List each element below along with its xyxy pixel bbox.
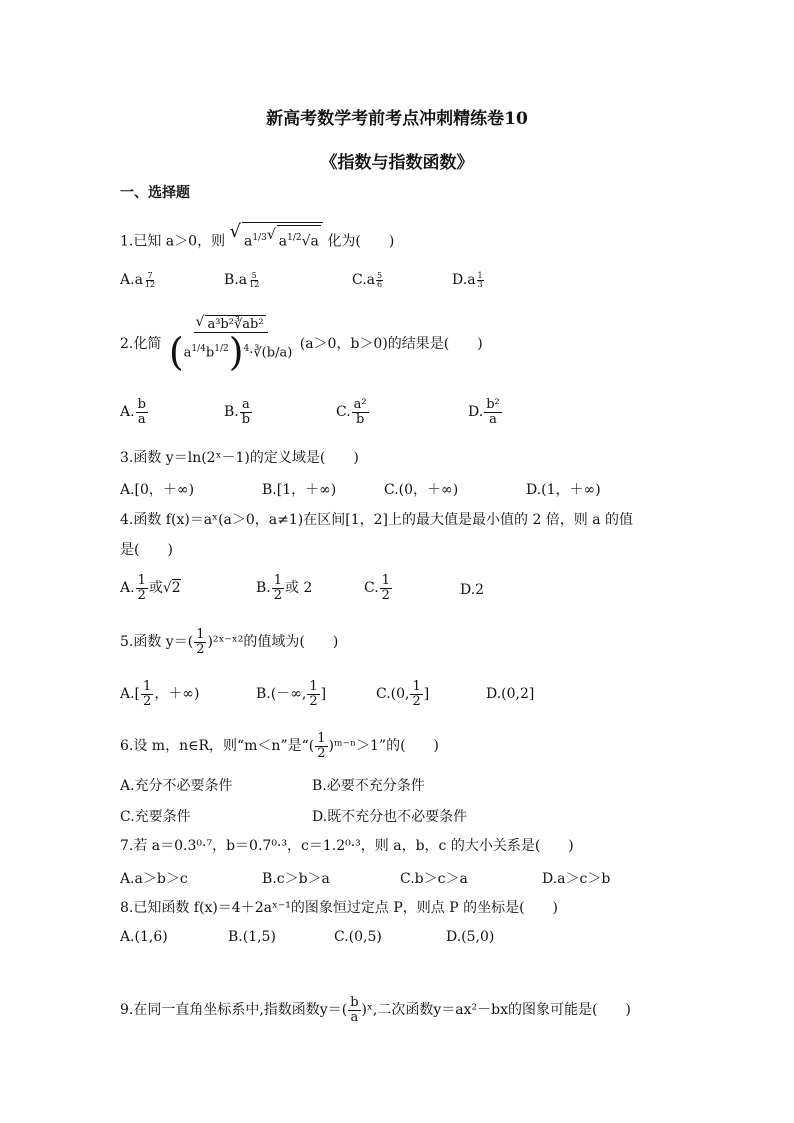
q5-option-d[interactable]: D.(0,2] xyxy=(486,686,535,702)
q2-expression: $\frac{\text{√ a³b²∛ab²}}{(a^{1/4}b^{1/2})^4\cdot∛(b/a)}$ xyxy=(168,314,293,374)
page-subtitle: 《指数与指数函数》 xyxy=(320,153,474,173)
question-5: 5.函数 y＝( $\frac{1}{2}$ )²ˣ⁻ˣ²的值域为( ) xyxy=(120,627,339,657)
q1-option-a[interactable]: A.a $\frac{7}{12}$ xyxy=(120,271,156,290)
q7-option-c[interactable]: C.b＞c＞a xyxy=(400,871,468,887)
q1-option-d[interactable]: D.a $\frac{1}{3}$ xyxy=(452,271,483,290)
q1-option-c[interactable]: C.a $\frac{5}{6}$ xyxy=(352,271,383,290)
q7-option-d[interactable]: D.a＞c＞b xyxy=(542,871,611,887)
question-4-line1: 4.函数 f(x)＝aˣ(a＞0，a≠1)在区间[1，2]上的最大值是最小值的 2 倍，则 a 的值 xyxy=(120,512,634,528)
q5-option-b[interactable]: B.(－∞, $\frac{1}{2}$ ] xyxy=(256,679,327,709)
question-1: 1.已知 a＞0，则 √ $a^{1/3}√$ $a^{1/2}√a$ 化为( ) xyxy=(120,221,395,250)
q2-option-a[interactable]: A. $\frac{b}{a}$ xyxy=(120,397,146,427)
q8-option-c[interactable]: C.(0,5) xyxy=(334,929,382,945)
q1-radical: $a^{1/3}√$ $a^{1/2}√a$ xyxy=(242,222,323,252)
q4-option-d[interactable]: D.2 xyxy=(460,582,485,598)
q8-option-a[interactable]: A.(1,6) xyxy=(120,929,168,945)
question-7: 7.若 a＝0.3⁰·⁷，b＝0.7⁰·³，c＝1.2⁰·³，则 a，b，c 的大小关系是( ) xyxy=(120,838,574,854)
question-6: 6.设 m，n∈R，则“m＜n”是“( $\frac{1}{2}$ )ᵐ⁻ⁿ＞1”的( ) xyxy=(120,731,439,761)
q7-option-b[interactable]: B.c＞b＞a xyxy=(262,871,330,887)
q6-option-d[interactable]: D.既不充分也不必要条件 xyxy=(312,809,468,825)
q3-option-d[interactable]: D.(1，＋∞) xyxy=(526,482,601,498)
q3-option-c[interactable]: C.(0，＋∞) xyxy=(384,482,459,498)
q8-option-d[interactable]: D.(5,0) xyxy=(446,929,495,945)
q2-option-d[interactable]: D. $\frac{\text{b²}}{a}$ xyxy=(468,397,500,427)
q6-option-b[interactable]: B.必要不充分条件 xyxy=(312,778,425,794)
q5-option-c[interactable]: C.(0, $\frac{1}{2}$ ] xyxy=(376,679,430,709)
q2-option-c[interactable]: C. $\frac{\text{a²}}{b}$ xyxy=(336,397,367,427)
question-3: 3.函数 y＝ln(2ˣ－1)的定义域是( ) xyxy=(120,450,359,466)
q7-option-a[interactable]: A.a＞b＞c xyxy=(120,871,188,887)
q3-option-a[interactable]: A.[0，＋∞) xyxy=(120,482,195,498)
q6-option-a[interactable]: A.充分不必要条件 xyxy=(120,778,233,794)
q4-option-a[interactable]: A. $\frac{1}{2}$ 或√2 xyxy=(120,573,181,603)
q4-option-c[interactable]: C. $\frac{1}{2}$ xyxy=(364,573,390,603)
q5-option-a[interactable]: A.[ $\frac{1}{2}$ ，＋∞) xyxy=(120,679,200,709)
q6-option-c[interactable]: C.充要条件 xyxy=(120,809,191,825)
q4-option-b[interactable]: B. $\frac{1}{2}$ 或 2 xyxy=(256,573,313,603)
question-8: 8.已知函数 f(x)＝4＋2aˣ⁻¹的图象恒过定点 P，则点 P 的坐标是( ) xyxy=(120,900,559,916)
q1-option-b[interactable]: B.a $\frac{5}{12}$ xyxy=(224,271,260,290)
page-title: 新高考数学考前考点冲刺精练卷10 xyxy=(266,109,528,129)
q2-option-b[interactable]: B. $\frac{a}{b}$ xyxy=(224,397,251,427)
question-2: 2.化简 $\frac{\text{√ a³b²∛ab²}}{(a^{1/4}b^{1/2})^4\cdot∛(b/a)}$ (a＞0，b＞0)的结果是( ) xyxy=(120,314,483,374)
q8-option-b[interactable]: B.(1,5) xyxy=(228,929,276,945)
section-label: 一、选择题 xyxy=(120,185,190,201)
q3-option-b[interactable]: B.[1，＋∞) xyxy=(262,482,337,498)
question-4-line2: 是( ) xyxy=(120,542,173,558)
question-9: 9.在同一直角坐标系中,指数函数y＝( $\frac{b}{a}$ )ˣ,二次函数y＝ax²－bx的图象可能是( ) xyxy=(120,995,631,1025)
